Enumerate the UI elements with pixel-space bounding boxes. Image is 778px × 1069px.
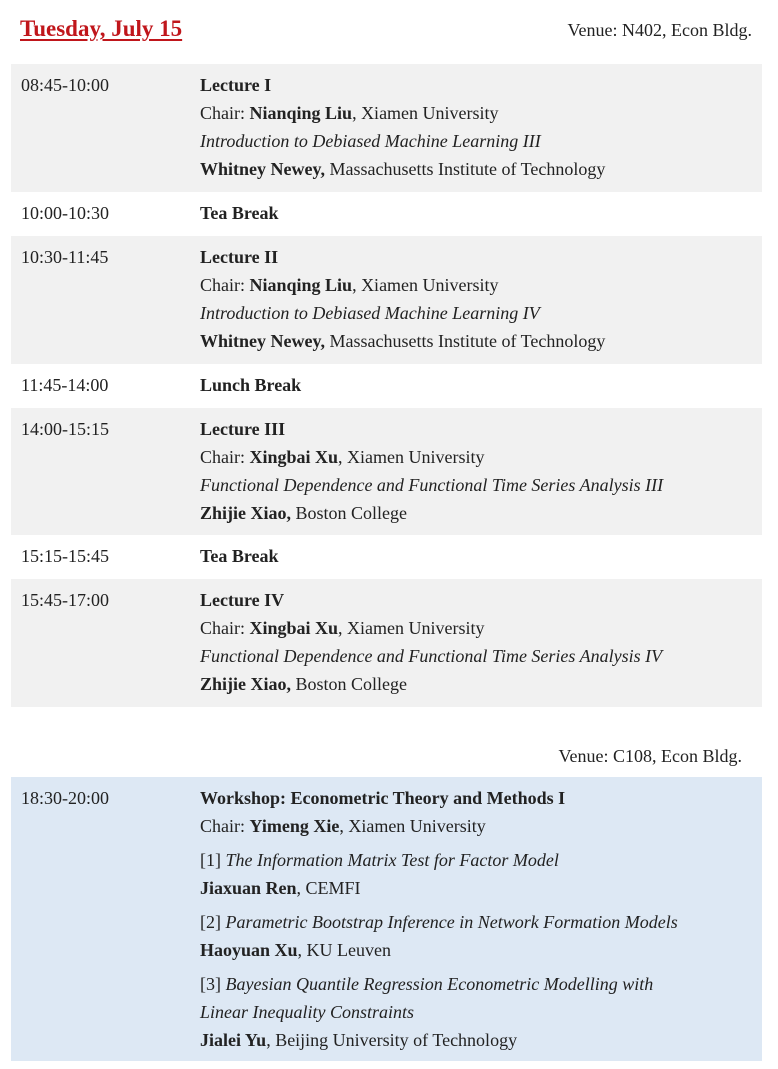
session-time: 15:15-15:45 xyxy=(21,546,109,566)
speaker-name: Whitney Newey, xyxy=(200,159,325,179)
session-speaker xyxy=(200,674,755,702)
paper-author xyxy=(200,878,755,906)
speaker-affiliation: Boston College xyxy=(291,503,408,523)
session-title: Tea Break xyxy=(200,546,279,566)
session-title: Workshop: Econometric Theory and Methods I xyxy=(200,788,566,808)
session-content xyxy=(200,375,755,403)
speaker-name: Whitney Newey, xyxy=(200,331,325,351)
paper-title-line xyxy=(200,912,755,940)
chair-name: Xingbai Xu xyxy=(249,618,339,638)
speaker-name: Zhijie Xiao, xyxy=(200,503,292,523)
session-content xyxy=(200,419,755,531)
session-content xyxy=(200,203,755,231)
session-title: Lecture II xyxy=(200,247,279,267)
session-speaker xyxy=(200,331,755,359)
session-chair xyxy=(200,816,755,844)
paper-title: The Information Matrix Test for Factor Model xyxy=(225,850,559,870)
chair-prefix: Chair: xyxy=(200,275,250,295)
chair-affiliation: , Xiamen University xyxy=(352,275,499,295)
paper-author xyxy=(200,1030,755,1058)
paper-title-line xyxy=(200,850,755,878)
chair-prefix: Chair: xyxy=(200,447,250,467)
session-content xyxy=(200,590,755,702)
speaker-affiliation: Massachusetts Institute of Technology xyxy=(325,159,606,179)
chair-affiliation: , Xiamen University xyxy=(338,618,485,638)
session-lecture-2 xyxy=(11,236,762,364)
speaker-affiliation: Boston College xyxy=(291,674,408,694)
speaker-affiliation: Massachusetts Institute of Technology xyxy=(325,331,606,351)
session-content xyxy=(200,546,755,574)
author-affiliation: , Beijing University of Technology xyxy=(266,1030,518,1050)
author-affiliation: , CEMFI xyxy=(296,878,361,898)
session-lecture-1 xyxy=(11,64,762,192)
paper-title: Bayesian Quantile Regression Econometric Modelling with xyxy=(225,974,654,994)
session-title: Lecture I xyxy=(200,75,272,95)
chair-name: Nianqing Liu xyxy=(249,275,353,295)
chair-name: Nianqing Liu xyxy=(249,103,353,123)
session-time: 15:45-17:00 xyxy=(21,590,109,610)
session-title: Lecture IV xyxy=(200,590,285,610)
day-header xyxy=(20,16,752,46)
session-tea-break-2 xyxy=(11,535,762,579)
paper-number: [1] xyxy=(200,850,226,870)
paper-number: [3] xyxy=(200,974,226,994)
session-topic: Introduction to Debiased Machine Learning III xyxy=(200,131,541,151)
session-lecture-3 xyxy=(11,408,762,535)
author-name: Jialei Yu xyxy=(200,1030,267,1050)
author-name: Haoyuan Xu xyxy=(200,940,298,960)
session-time: 14:00-15:15 xyxy=(21,419,109,439)
chair-affiliation: , Xiamen University xyxy=(352,103,499,123)
session-content xyxy=(200,247,755,359)
session-title: Lecture III xyxy=(200,419,286,439)
session-chair xyxy=(200,103,755,131)
chair-name: Yimeng Xie xyxy=(249,816,340,836)
session-speaker xyxy=(200,159,755,187)
session-time: 08:45-10:00 xyxy=(21,75,109,95)
chair-prefix: Chair: xyxy=(200,618,250,638)
session-time: 11:45-14:00 xyxy=(21,375,109,395)
session-workshop xyxy=(11,777,762,1061)
workshop-venue-label: Venue: C108, Econ Bldg. xyxy=(558,746,742,766)
chair-affiliation: , Xiamen University xyxy=(339,816,486,836)
paper-title-continued: Linear Inequality Constraints xyxy=(200,1002,415,1022)
chair-affiliation: , Xiamen University xyxy=(338,447,485,467)
chair-name: Xingbai Xu xyxy=(249,447,339,467)
session-speaker xyxy=(200,503,755,531)
session-chair xyxy=(200,618,755,646)
speaker-name: Zhijie Xiao, xyxy=(200,674,292,694)
session-topic: Functional Dependence and Functional Time Series Analysis III xyxy=(200,475,664,495)
session-chair xyxy=(200,447,755,475)
paper-item xyxy=(200,850,755,906)
session-time: 10:30-11:45 xyxy=(21,247,109,267)
session-content xyxy=(200,75,755,187)
session-time: 18:30-20:00 xyxy=(21,788,109,808)
session-title: Lunch Break xyxy=(200,375,302,395)
chair-prefix: Chair: xyxy=(200,816,250,836)
paper-item xyxy=(200,912,755,968)
session-content xyxy=(200,788,755,1058)
author-name: Jiaxuan Ren xyxy=(200,878,297,898)
session-lunch-break xyxy=(11,364,762,408)
session-time: 10:00-10:30 xyxy=(21,203,109,223)
session-topic: Introduction to Debiased Machine Learning IV xyxy=(200,303,540,323)
venue-label: Venue: N402, Econ Bldg. xyxy=(567,20,752,40)
author-affiliation: , KU Leuven xyxy=(297,940,392,960)
session-chair xyxy=(200,275,755,303)
paper-item xyxy=(200,974,755,1058)
day-title: Tuesday, July 15 xyxy=(20,16,183,41)
paper-title: Parametric Bootstrap Inference in Network Formation Models xyxy=(225,912,678,932)
chair-prefix: Chair: xyxy=(200,103,250,123)
session-tea-break-1 xyxy=(11,192,762,236)
paper-title-line xyxy=(200,974,755,1002)
session-topic: Functional Dependence and Functional Time Series Analysis IV xyxy=(200,646,663,666)
session-lecture-4 xyxy=(11,579,762,707)
session-title: Tea Break xyxy=(200,203,279,223)
paper-number: [2] xyxy=(200,912,226,932)
paper-author xyxy=(200,940,755,968)
